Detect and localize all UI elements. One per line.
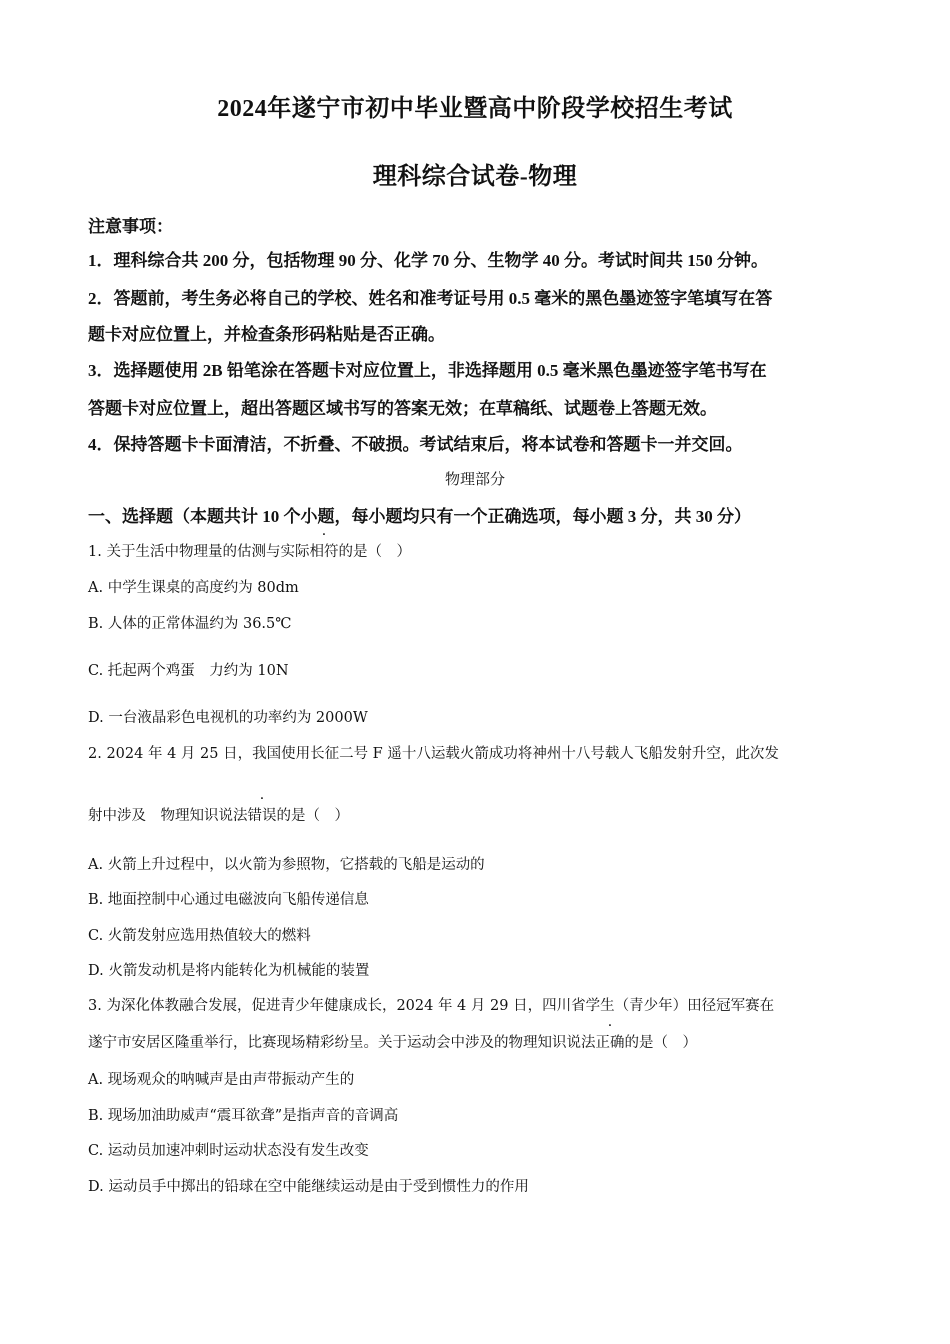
question-1-stem-pre: 1. 关于生活中物理量的估测与实际 — [88, 544, 310, 560]
question-3-emphasis: 正确 — [595, 1035, 625, 1051]
notice-item-2-line-2: 题卡对应位置上，并检查条形码粘贴是否正确。 — [88, 325, 445, 344]
question-1-stem — [88, 540, 411, 561]
notice-heading: 注意事项： — [88, 217, 173, 236]
question-2-option-b: B. 地面控制中心通过电磁波向飞船传递信息 — [88, 892, 369, 908]
notice-item-4: 4．保持答题卡卡面清洁，不折叠、不破损。考试结束后，将本试卷和答题卡一并交回。 — [88, 435, 743, 454]
question-2-option-a: A. 火箭上升过程中，以火箭为参照物，它搭载的飞船是运动的 — [88, 857, 485, 873]
question-3-option-d: D. 运动员手中掷出的铅球在空中能继续运动是由于受到惯性力的作用 — [88, 1179, 529, 1195]
question-2-option-d: D. 火箭发动机是将内能转化为机械能的装置 — [88, 963, 370, 979]
question-1-option-d: D. 一台液晶彩色电视机的功率约为 2000W — [88, 710, 368, 726]
exam-title: 2024年遂宁市初中毕业暨高中阶段学校招生考试 — [217, 96, 733, 122]
notice-item-2-line-1: 2．答题前，考生务必将自己的学校、姓名和准考证号用 0.5 毫米的黑色墨迹签字笔填写在答 — [88, 289, 773, 308]
question-1-option-b: B. 人体的正常体温约为 36.5℃ — [88, 616, 292, 632]
question-2-option-c: C. 火箭发射应选用热值较大的燃料 — [88, 928, 311, 944]
part-label: 物理部分 — [444, 470, 505, 488]
question-2-stem-pre: 射中涉及 物理知识说法 — [88, 808, 248, 824]
question-3-stem-line-2 — [88, 1031, 697, 1052]
question-2-stem-line-2 — [88, 804, 349, 825]
question-3-stem-post: 的是（ ） — [624, 1035, 697, 1051]
question-3-stem-pre: 遂宁市安居区隆重举行，比赛现场精彩纷呈。关于运动会中涉及的物理知识说法 — [88, 1035, 596, 1051]
question-3-option-b: B. 现场加油助威声“震耳欲聋”是指声音的音调高 — [88, 1108, 399, 1124]
question-3-option-a: A. 现场观众的呐喊声是由声带振动产生的 — [88, 1072, 355, 1088]
question-1-option-c: C. 托起两个鸡蛋 力约为 10N — [88, 663, 289, 679]
exam-subtitle: 理科综合试卷-物理 — [372, 164, 578, 190]
notice-item-1: 1．理科综合共 200 分，包括物理 90 分、化学 70 分、生物学 40 分。考试时间共 150 分钟。 — [88, 251, 768, 270]
question-1-option-a: A. 中学生课桌的高度约为 80dm — [88, 580, 299, 596]
question-2-stem-line-1: 2. 2024 年 4 月 25 日，我国使用长征二号 F 遥十八运载火箭成功将神州十八号载人飞船发射升空，此次发 — [88, 746, 779, 762]
question-2-stem-post: 的是（ ） — [276, 808, 349, 824]
question-1-emphasis: 相符 — [309, 544, 339, 560]
question-3-option-c: C. 运动员加速冲刺时运动状态没有发生改变 — [88, 1143, 369, 1159]
notice-item-3-line-2: 答题卡对应位置上，超出答题区域书写的答案无效；在草稿纸、试题卷上答题无效。 — [88, 399, 717, 418]
question-1-stem-post: 的是（ ） — [338, 544, 411, 560]
section-heading: 一、选择题（本题共计 10 个小题，每小题均只有一个正确选项，每小题 3 分，共 30 分） — [88, 507, 751, 526]
question-3-stem-line-1: 3. 为深化体教融合发展，促进青少年健康成长，2024 年 4 月 29 日，四川省学生（青少年）田径冠军赛在 — [88, 998, 775, 1014]
question-2-emphasis: 错误 — [247, 808, 277, 824]
notice-item-3-line-1: 3．选择题使用 2B 铅笔涂在答题卡对应位置上，非选择题用 0.5 毫米黑色墨迹签字笔书写在 — [88, 361, 767, 380]
